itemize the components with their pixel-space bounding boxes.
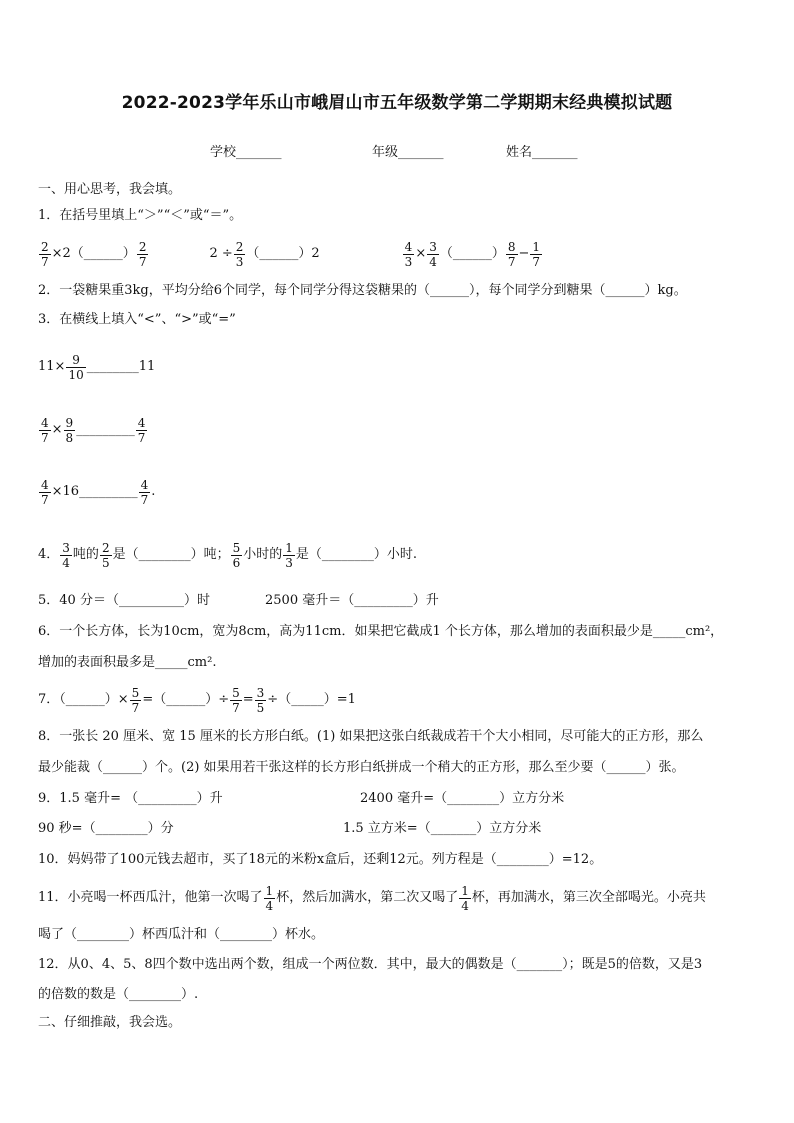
question-8-line-1: 8．一张长 20 厘米、宽 15 厘米的长方形白纸。(1) 如果把这张白纸裁成若干个大小相同，尽可能大的正方形，那么 [38, 729, 704, 744]
expr-text: 7．（______）× [38, 692, 129, 707]
expr-text: ×16_________ [51, 484, 138, 499]
expr-text: 4． [38, 547, 60, 562]
expr-text: = [242, 692, 254, 707]
question-4 [38, 533, 417, 577]
question-9-part-c: 90 秒=（________）分 [38, 821, 174, 836]
expr-text: 11× [38, 359, 66, 374]
fraction: $\frac{3}{5}$ [256, 685, 265, 715]
fraction: $\frac{9}{8}$ [65, 415, 74, 445]
expr-text: 是（________）吨； [112, 547, 230, 562]
expr-text: 是（________）小时. [295, 547, 418, 562]
fraction: $\frac{2}{7}$ [138, 239, 147, 269]
expr-text: ÷（_____）=1 [267, 692, 356, 707]
question-9-part-b: 2400 毫升=（________）立方分米 [360, 791, 565, 806]
expr-text: 吨的 [72, 547, 99, 562]
question-11-line-1 [38, 876, 706, 920]
fraction: $\frac{1}{4}$ [461, 883, 469, 913]
fraction: $\frac{9}{10}$ [68, 352, 84, 382]
fraction: $\frac{8}{7}$ [507, 239, 516, 269]
expr-text: 杯，然后加满水，第二次又喝了 [276, 890, 459, 905]
fraction: $\frac{4}{7}$ [41, 415, 49, 445]
question-6-line-1: 6．一个长方体，长为10cm，宽为8cm，高为11cm．如果把它截成1 个长方体，那么增加的表面积最少是_____cm²， [38, 624, 724, 639]
fraction: $\frac{3}{4}$ [62, 540, 70, 570]
question-8-line-2: 最少能裁（______）个。(2) 如果用若干张这样的长方形白纸拼成一个稍大的正方形，那么至少要（______）张。 [38, 760, 685, 775]
expr-text: _________ [76, 422, 135, 437]
question-3-row-3 [38, 470, 155, 514]
question-3: 3．在横线上填入“<”、“>”或“=” [38, 312, 236, 327]
fraction: $\frac{4}{3}$ [404, 239, 413, 269]
grade-field: 年级_______ [372, 145, 444, 160]
fraction: $\frac{2}{7}$ [41, 239, 49, 269]
question-3-row-1 [38, 345, 155, 389]
question-5-part-b: 2500 毫升＝（_________）升 [265, 593, 439, 608]
question-6-line-2: 增加的表面积最多是_____cm². [38, 655, 217, 670]
question-5-part-a: 5．40 分＝（__________）时 [38, 593, 210, 608]
question-7 [38, 678, 356, 722]
expr-text: 杯，再加满水，第三次全部喝光。小亮共 [471, 890, 706, 905]
fraction: $\frac{4}{7}$ [137, 415, 146, 445]
question-1: 1．在括号里填上“＞”“＜”或“＝”。 [38, 208, 243, 223]
expr-text: × [51, 422, 63, 437]
question-11-line-2: 喝了（________）杯西瓜汁和（________）杯水。 [38, 927, 325, 942]
fraction: $\frac{1}{7}$ [532, 239, 541, 269]
expr-text: （______） [439, 246, 505, 261]
question-12-line-1: 12．从0、4、5、8四个数中选出两个数，组成一个两位数．其中，最大的偶数是（_______）；既是5的倍数，又是3 [38, 957, 703, 972]
expr-text: 11．小亮喝一杯西瓜汁，他第一次喝了 [38, 890, 263, 905]
expr-text: ×2（______） [51, 246, 136, 261]
question-10: 10．妈妈带了100元钱去超市，买了18元的米粉x盒后，还剩12元。列方程是（________）=12。 [38, 852, 603, 867]
question-9-part-a: 9．1.5 毫升= （_________）升 [38, 791, 223, 806]
expr-text: （______）2 [246, 246, 320, 261]
expr-text: ________11 [86, 359, 156, 374]
expr-text: − [518, 246, 530, 261]
fraction: $\frac{5}{7}$ [131, 685, 140, 715]
expr-text: . [151, 484, 156, 499]
expr-text: × [415, 246, 427, 261]
question-1-expressions [38, 232, 543, 276]
fraction: $\frac{2}{5}$ [101, 540, 110, 570]
name-field: 姓名_______ [506, 145, 578, 160]
expr-text: 小时的 [243, 547, 283, 562]
fraction: $\frac{2}{3}$ [235, 239, 244, 269]
question-9-part-d: 1.5 立方米=（_______）立方分米 [343, 821, 542, 836]
fraction: $\frac{5}{7}$ [232, 685, 240, 715]
fraction: $\frac{5}{6}$ [232, 540, 241, 570]
fraction: $\frac{1}{4}$ [265, 883, 274, 913]
page-title: 2022-2023学年乐山市峨眉山市五年级数学第二学期期末经典模拟试题 [121, 93, 673, 113]
question-2: 2．一袋糖果重3kg，平均分给6个同学，每个同学分得这袋糖果的（______），每个同学分到糖果（______）kg。 [38, 283, 687, 298]
school-field: 学校_______ [210, 145, 282, 160]
expr-text: =（______）÷ [142, 692, 230, 707]
fraction: $\frac{4}{7}$ [41, 477, 49, 507]
section-1-heading: 一、用心思考，我会填。 [38, 182, 182, 197]
section-2-heading: 二、仔细推敲，我会选。 [38, 1015, 182, 1030]
fraction: $\frac{1}{3}$ [285, 540, 293, 570]
question-12-line-2: 的倍数的数是（________）. [38, 987, 199, 1002]
expr-text: 2 ÷ [209, 246, 233, 261]
fraction: $\frac{3}{4}$ [429, 239, 437, 269]
question-3-row-2 [38, 408, 148, 452]
fraction: $\frac{4}{7}$ [140, 477, 149, 507]
